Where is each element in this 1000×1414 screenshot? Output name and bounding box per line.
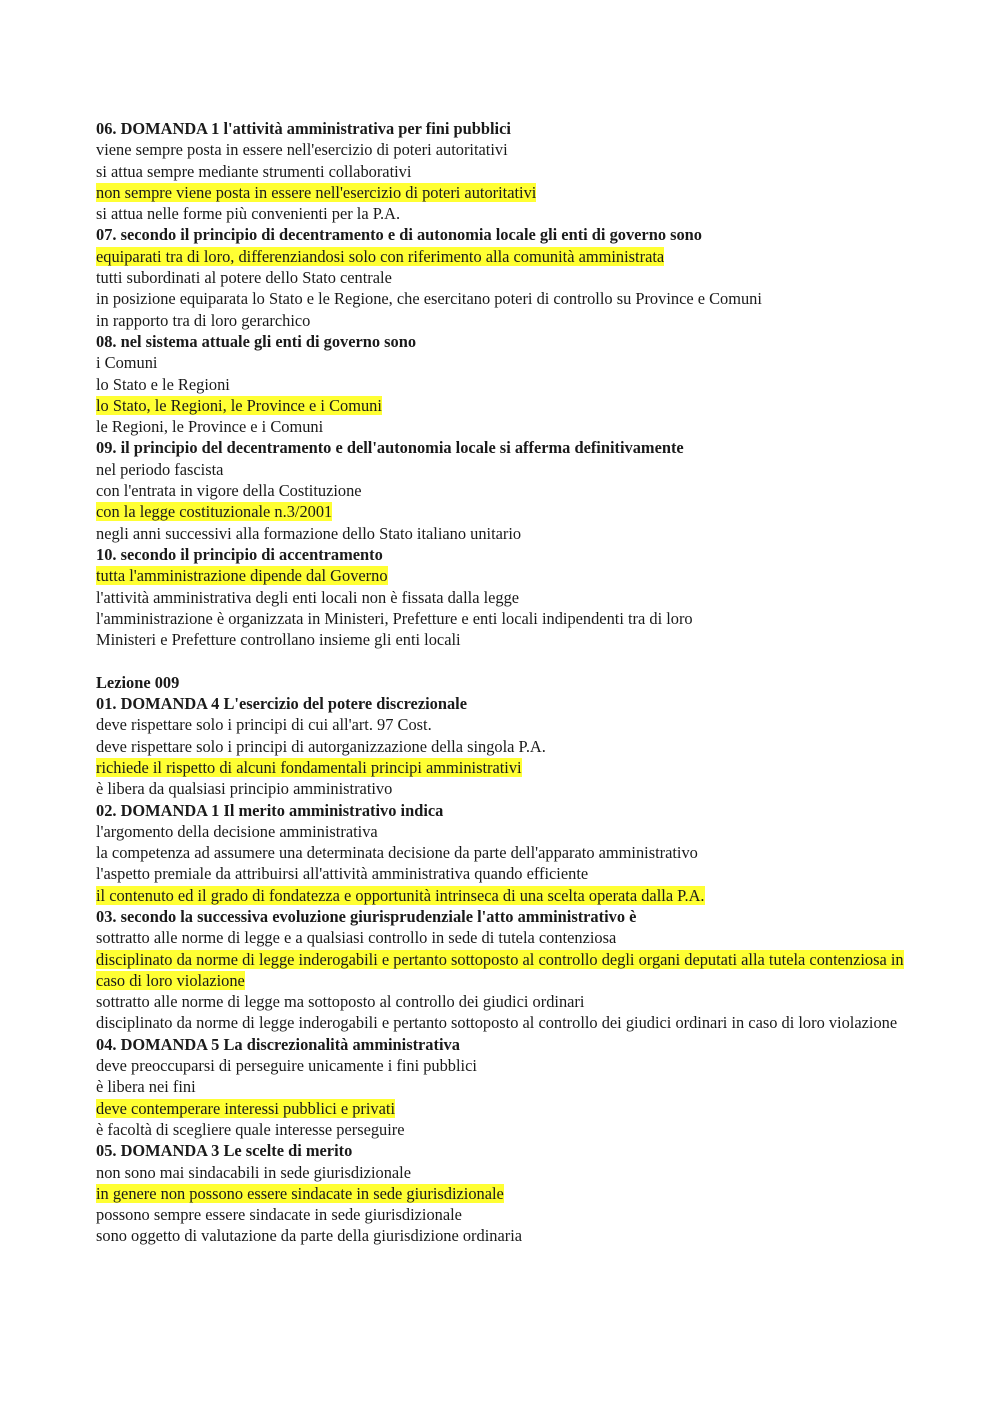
answer-text: con l'entrata in vigore della Costituzione <box>96 481 362 501</box>
answer-line <box>96 927 916 948</box>
question-line <box>96 1034 916 1055</box>
highlighted-answer-text: in genere non possono essere sindacate in sede giurisdizionale <box>96 1183 504 1203</box>
answer-text: è libera nei fini <box>96 1077 196 1097</box>
question-line <box>96 118 916 139</box>
highlighted-answer-text: deve contemperare interessi pubblici e privati <box>96 1098 396 1118</box>
answer-text: si attua nelle forme più convenienti per la P.A. <box>96 204 401 224</box>
correct-answer-line <box>96 182 916 203</box>
question-text: 05. DOMANDA 3 Le scelte di merito <box>96 1141 353 1161</box>
answer-line <box>96 267 916 288</box>
answer-text: la competenza ad assumere una determinata decisione da parte dell'apparato amministrativo <box>96 843 698 863</box>
correct-answer-line <box>96 1183 916 1204</box>
answer-text: sono oggetto di valutazione da parte della giurisdizione ordinaria <box>96 1226 523 1246</box>
highlighted-answer-text: disciplinato da norme di legge inderogabili e pertanto sottoposto al controllo degli organi deputati alla tutela contenziosa in caso di loro violazione <box>96 949 904 990</box>
question-text: 06. DOMANDA 1 l'attività amministrativa per fini pubblici <box>96 119 511 138</box>
answer-text: le Regioni, le Province e i Comuni <box>96 417 324 437</box>
correct-answer-line <box>96 757 916 778</box>
question-text: 01. DOMANDA 4 L'esercizio del potere discrezionale <box>96 694 467 714</box>
answer-text: deve rispettare solo i principi di cui all'art. 97 Cost. <box>96 715 432 735</box>
answer-line <box>96 310 916 331</box>
answer-text: lo Stato e le Regioni <box>96 374 230 394</box>
answer-text: l'aspetto premiale da attribuirsi all'attività amministrativa quando efficiente <box>96 864 589 884</box>
highlighted-answer-text: lo Stato, le Regioni, le Province e i Comuni <box>96 395 382 415</box>
correct-answer-line <box>96 565 916 586</box>
question-line <box>96 544 916 565</box>
question-line <box>96 672 916 693</box>
question-text: 07. secondo il principio di decentramento e di autonomia locale gli enti di governo sono <box>96 225 702 245</box>
answer-line <box>96 821 916 842</box>
answer-line <box>96 1076 916 1097</box>
answer-line <box>96 1055 916 1076</box>
answer-text: in posizione equiparata lo Stato e le Regione, che esercitano poteri di controllo su Province e Comuni <box>96 289 762 309</box>
highlighted-answer-text: equiparati tra di loro, differenziandosi solo con riferimento alla comunità amministrata <box>96 246 665 266</box>
answer-line <box>96 523 916 544</box>
answer-text: deve preoccuparsi di perseguire unicamente i fini pubblici <box>96 1056 477 1076</box>
question-line <box>96 800 916 821</box>
question-line <box>96 1140 916 1161</box>
answer-line <box>96 139 916 160</box>
answer-line <box>96 863 916 884</box>
question-line <box>96 906 916 927</box>
answer-line <box>96 352 916 373</box>
answer-line <box>96 203 916 224</box>
document-page <box>96 118 916 1247</box>
question-line <box>96 437 916 458</box>
answer-text: sottratto alle norme di legge ma sottoposto al controllo dei giudici ordinari <box>96 992 585 1012</box>
answer-text: viene sempre posta in essere nell'esercizio di poteri autoritativi <box>96 140 508 160</box>
answer-text: l'amministrazione è organizzata in Ministeri, Prefetture e enti locali indipendenti tra di loro <box>96 608 693 628</box>
answer-line <box>96 416 916 437</box>
answer-line <box>96 608 916 629</box>
highlighted-answer-text: con la legge costituzionale n.3/2001 <box>96 502 333 522</box>
answer-text: è libera da qualsiasi principio amministrativo <box>96 779 393 799</box>
answer-text: non sono mai sindacabili in sede giurisdizionale <box>96 1162 411 1182</box>
question-text: 08. nel sistema attuale gli enti di governo sono <box>96 331 417 351</box>
question-line <box>96 224 916 245</box>
answer-text: disciplinato da norme di legge inderogabili e pertanto sottoposto al controllo dei giudici ordinari in caso di loro violazione <box>96 1013 898 1033</box>
correct-answer-line <box>96 395 916 416</box>
answer-text: l'attività amministrativa degli enti locali non è fissata dalla legge <box>96 587 520 607</box>
answer-text: deve rispettare solo i principi di autorganizzazione della singola P.A. <box>96 736 546 756</box>
answer-line <box>96 1225 916 1246</box>
answer-line <box>96 629 916 650</box>
answer-line <box>96 842 916 863</box>
question-text: 03. secondo la successiva evoluzione giurisprudenziale l'atto amministrativo è <box>96 906 637 926</box>
answer-text: negli anni successivi alla formazione dello Stato italiano unitario <box>96 523 522 543</box>
answer-line <box>96 459 916 480</box>
highlighted-answer-text: non sempre viene posta in essere nell'esercizio di poteri autoritativi <box>96 182 537 202</box>
answer-line <box>96 736 916 757</box>
answer-text: sottratto alle norme di legge e a qualsiasi controllo in sede di tutela contenziosa <box>96 928 617 948</box>
answer-line <box>96 480 916 501</box>
correct-answer-line <box>96 501 916 522</box>
answer-line <box>96 991 916 1012</box>
answer-text: Ministeri e Prefetture controllano insieme gli enti locali <box>96 630 461 650</box>
answer-line <box>96 288 916 309</box>
answer-text: è facoltà di scegliere quale interesse perseguire <box>96 1119 405 1139</box>
answer-text: l'argomento della decisione amministrativa <box>96 821 378 841</box>
answer-line <box>96 778 916 799</box>
answer-text: nel periodo fascista <box>96 459 224 479</box>
answer-text: in rapporto tra di loro gerarchico <box>96 310 311 330</box>
blank-line <box>96 650 916 671</box>
highlighted-answer-text: tutta l'amministrazione dipende dal Governo <box>96 566 388 586</box>
answer-line <box>96 1119 916 1140</box>
question-text: 02. DOMANDA 1 Il merito amministrativo indica <box>96 800 444 820</box>
correct-answer-line <box>96 885 916 906</box>
answer-text: tutti subordinati al potere dello Stato centrale <box>96 268 392 288</box>
correct-answer-line <box>96 1098 916 1119</box>
highlighted-answer-text: il contenuto ed il grado di fondatezza e opportunità intrinseca di una scelta operata dalla P.A. <box>96 885 705 905</box>
question-text: Lezione 009 <box>96 672 180 692</box>
answer-line <box>96 161 916 182</box>
answer-line <box>96 1162 916 1183</box>
answer-line <box>96 587 916 608</box>
answer-line <box>96 714 916 735</box>
highlighted-answer-text: richiede il rispetto di alcuni fondamentali principi amministrativi <box>96 757 522 777</box>
question-text: 04. DOMANDA 5 La discrezionalità amministrativa <box>96 1034 460 1054</box>
answer-text: i Comuni <box>96 353 158 373</box>
answer-line <box>96 1204 916 1225</box>
answer-line <box>96 1012 916 1033</box>
answer-line <box>96 374 916 395</box>
question-line <box>96 693 916 714</box>
question-text: 10. secondo il principio di accentramento <box>96 544 383 564</box>
answer-text: possono sempre essere sindacate in sede giurisdizionale <box>96 1205 462 1225</box>
answer-text: si attua sempre mediante strumenti collaborativi <box>96 161 412 181</box>
correct-answer-line <box>96 949 916 992</box>
question-line <box>96 331 916 352</box>
correct-answer-line <box>96 246 916 267</box>
question-text: 09. il principio del decentramento e dell'autonomia locale si afferma definitivamente <box>96 438 684 458</box>
